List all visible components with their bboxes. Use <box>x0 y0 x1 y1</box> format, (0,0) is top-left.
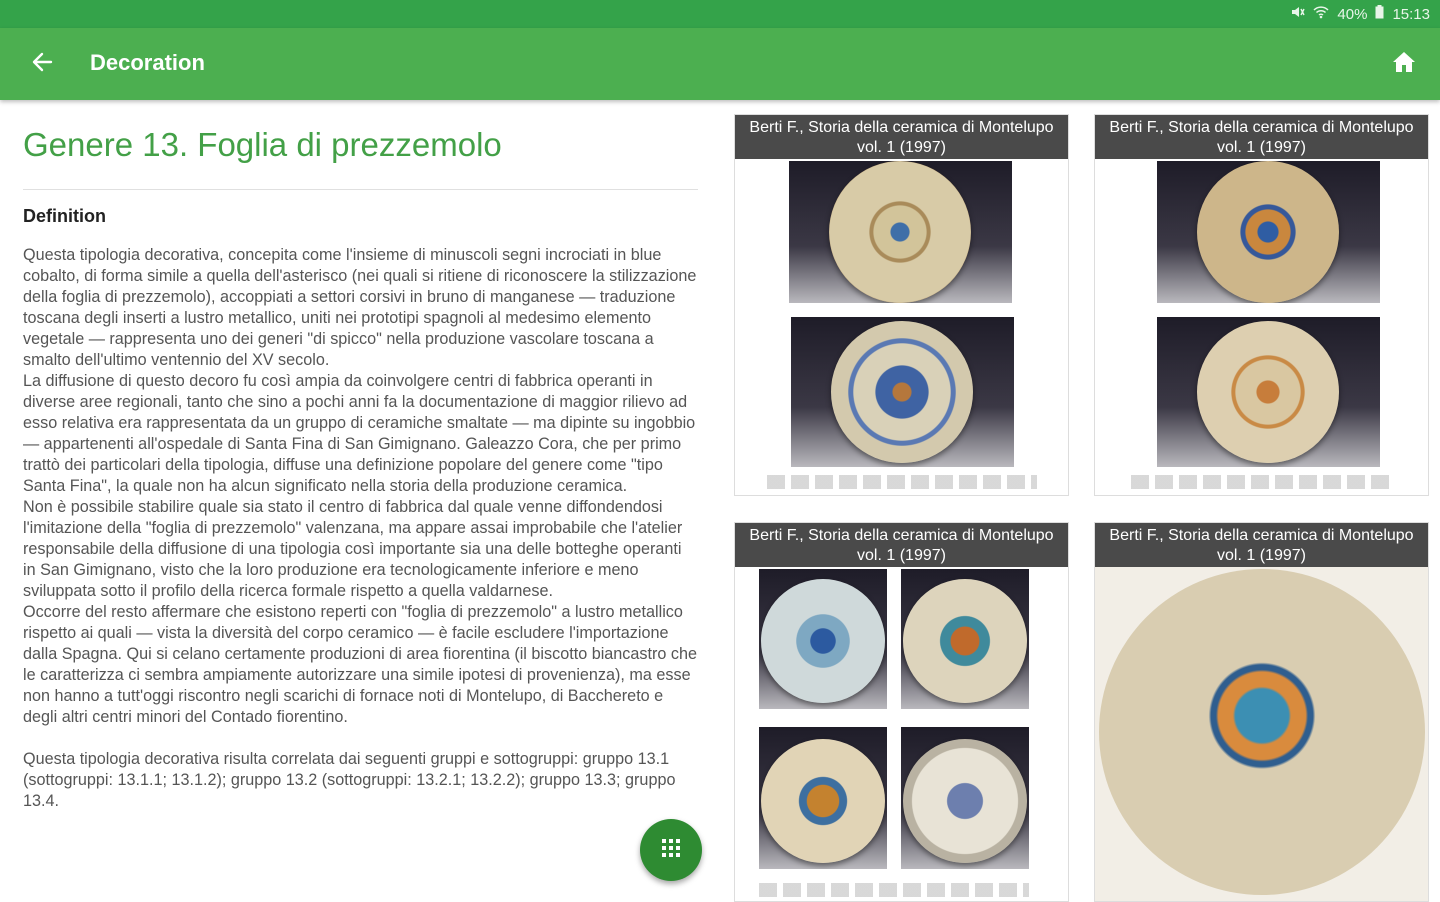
status-bar <box>0 0 1440 28</box>
ceramic-photo <box>1157 317 1380 467</box>
plate-image <box>1197 161 1339 303</box>
plate-image <box>829 161 971 303</box>
ceramic-photo <box>901 727 1029 869</box>
definition-text <box>23 245 698 812</box>
ceramic-photo <box>791 317 1014 467</box>
home-icon <box>1392 51 1416 78</box>
paragraph: La diffusione di questo decoro fu così ampia da coinvolgere centri di fabbrica operanti in diverse aree regionali, tanto che sino a pochi anni fa la documentazione di maggior rilievo ad esso relativa era rappresentata da un gruppo di ceramiche smaltate — ma dipinte su ingobbio — appartenenti all'ospedale di Santa Fina di San Gimignano. Galeazzo Cora, che per primo trattò dei particolari della tipologia, diffuse una definizione popolare del genere come "tipo Santa Fina", la quale non ha alcun significato nella storia della produzione ceramica. <box>23 372 696 495</box>
app-bar <box>0 28 1440 100</box>
page-footer-text <box>759 883 1029 897</box>
paragraph: Occorre del resto affermare che esistono reperti con "foglia di prezzemolo" a lustro metallico rispetto ai quali — vista la diversità del corpo ceramico — è facile escludere l'importazione dalla Spagna. Qui si celano certamente produzioni di area fiorentina (il biscotto biancastro che le caratterizza ci sembra ampiamente autorizzare una simile ipotesi di provenienza), ma esse non hanno a tutt'oggi riscontro negli scarichi di fornace noti di Montelupo, di Bacchereto e degli altri centri minori del Contado fiorentino. <box>23 603 697 726</box>
page-footer-text <box>1131 475 1393 489</box>
mute-icon <box>1291 5 1305 23</box>
spacer <box>23 728 698 749</box>
ceramic-photo <box>789 161 1012 303</box>
section-heading: Definition <box>23 206 106 226</box>
wifi-icon <box>1313 5 1329 23</box>
home-button[interactable] <box>1386 46 1422 82</box>
plate-image <box>761 739 885 863</box>
battery-icon <box>1375 5 1384 23</box>
content-panel[interactable] <box>0 100 720 900</box>
divider <box>23 189 698 190</box>
plate-image <box>831 321 973 463</box>
ceramic-photo <box>759 569 887 709</box>
ceramic-photo <box>1157 161 1380 303</box>
plate-image <box>1099 569 1425 895</box>
battery-percent: 40% <box>1337 5 1368 23</box>
related-groups-text: Questa tipologia decorativa risulta correlata dai seguenti gruppi e sottogruppi: gruppo 13.1 (sottogruppi: 13.1.1; 13.1.2); gruppo 13.2 (sottogruppi: 13.2.1; 13.2.2); gruppo 13.3; gruppo 13.4. <box>23 750 676 810</box>
gallery-card[interactable] <box>734 114 1069 496</box>
page-footer-text <box>767 475 1037 489</box>
groups-fab-button[interactable] <box>640 819 702 881</box>
card-caption: Berti F., Storia della ceramica di Montelupo vol. 1 (1997) <box>735 523 1068 567</box>
gallery-card[interactable] <box>1094 522 1429 902</box>
plate-image <box>903 579 1027 703</box>
arrow-back-icon <box>31 51 53 78</box>
ceramic-photo <box>759 727 887 869</box>
back-button[interactable] <box>22 44 62 84</box>
ceramic-photo <box>901 569 1029 709</box>
plate-image <box>761 579 885 703</box>
page-title: Genere 13. Foglia di prezzemolo <box>23 126 502 163</box>
plate-image <box>903 739 1027 863</box>
card-caption: Berti F., Storia della ceramica di Montelupo vol. 1 (1997) <box>1095 115 1428 159</box>
grid-icon <box>661 838 681 863</box>
card-caption: Berti F., Storia della ceramica di Montelupo vol. 1 (1997) <box>1095 523 1428 567</box>
plate-image <box>1197 321 1339 463</box>
gallery-card[interactable] <box>734 522 1069 902</box>
paragraph: Questa tipologia decorativa, concepita come l'insieme di minuscoli segni incrociati in blue cobalto, di forma simile a quella dell'asterisco (nei quali si ritiene di riconoscere la stilizzazione della foglia di prezzemolo), accoppiati a settori corsivi in bruno di manganese — traduzione toscana degli inserti a lustro metallico, uniti nei prototipi spagnoli al medesimo elemento vegetale — rappresenta uno dei generi "di spicco" nella produzione vascolare toscana a smalto dell'ultimo ventennio del XV secolo. <box>23 246 697 369</box>
paragraph: Non è possibile stabilire quale sia stato il centro di fabbrica dal quale venne diffondendosi l'imitazione della "foglia di prezzemolo" valenzana, ma appare assai improbabile che l'atelier responsabile della diffusione di una tipologia così importante sia una delle botteghe operanti in San Gimignano, visto che la loro produzione era tecnologicamente inferiore e meno sviluppata sotto il profilo della ricerca formale rispetto a quella valdarnese. <box>23 498 683 600</box>
card-caption: Berti F., Storia della ceramica di Montelupo vol. 1 (1997) <box>735 115 1068 159</box>
status-time: 15:13 <box>1392 5 1430 23</box>
gallery-card[interactable] <box>1094 114 1429 496</box>
app-bar-title: Decoration <box>90 50 205 75</box>
